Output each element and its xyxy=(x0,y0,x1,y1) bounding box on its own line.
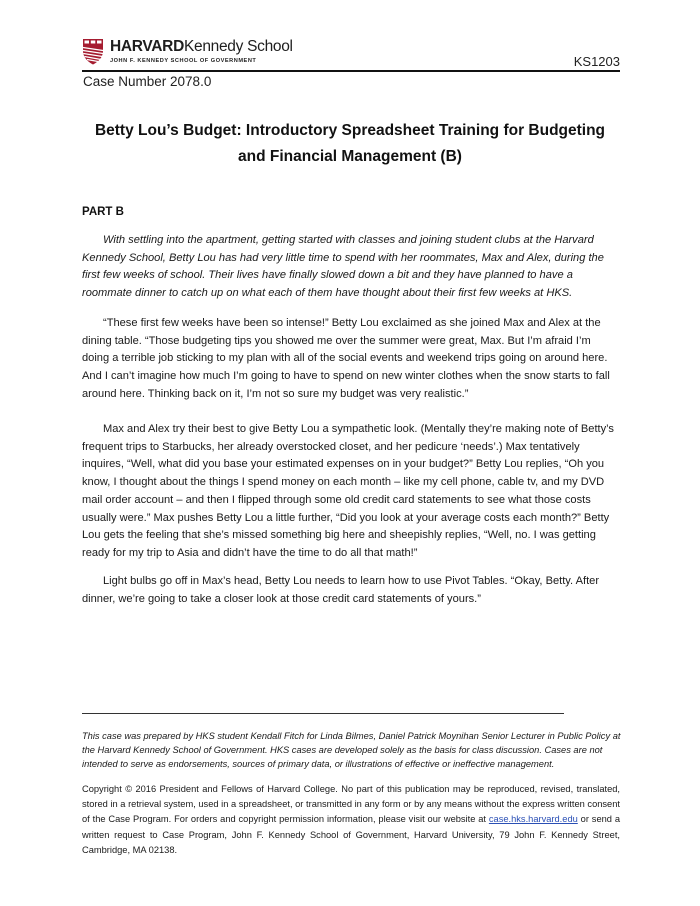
paragraph-text: Light bulbs go off in Max’s head, Betty Lou needs to learn how to use Pivot Tables. “Okay, Betty. After dinner, we’re going to take a closer look at those credit card statements of yours.” xyxy=(82,575,600,605)
copyright-notice xyxy=(82,782,620,858)
case-number: Case Number 2078.0 xyxy=(83,74,212,89)
case-code: KS1203 xyxy=(573,54,620,69)
paragraph-text: Max and Alex try their best to give Betty Lou a sympathetic look. (Mentally they’re making note of Betty’s frequent trips to Starbucks, her already overstocked closet, and her pedicure ‘needs’.) Max tentatively inquires, “Well, what did you base your estimated expenses on in your budget?” Betty Lou replies, “Oh you know, I thought about the things I spend money on each month – like my cell phone, cable tv, and my DVD mail order account – and then I flipped through some old credit card statements to see what those costs usually were.” Max pushes Betty Lou a little further, “Did you look at your average costs each month?” Betty Lou gets the feeling that she’s missed something big here and sheepishly replies, “Well, no. I was getting ready for my trip to Asia and didn’t have the time to do all that math!” xyxy=(82,423,614,559)
header-divider xyxy=(82,70,620,72)
paragraph-4 xyxy=(82,573,620,608)
footnote-divider xyxy=(82,713,564,714)
document-title: Betty Lou’s Budget: Introductory Spreadsheet Training for Budgeting and Financial Management (B) xyxy=(94,122,606,165)
paragraph-text: “These first few weeks have been so intense!” Betty Lou exclaimed as she joined Max and Alex at the dining table. “Those budgeting tips you showed me over the summer were great, Max. But I’m afraid I’m doing a terrible job sticking to my plan with all of the social events and weekend trips going on around here. And I can’t imagine how much I’m going to have to spend on new winter clothes when the snow starts to fall around here. Thinking back on it, I’m not so sure my budget was very realistic.” xyxy=(82,317,610,400)
page-header xyxy=(82,38,620,68)
harvard-shield-icon xyxy=(82,38,104,65)
copyright-address: or send a written request to Case Program, John F. Kennedy School of Government, Harvard University, 79 John F. Kennedy Street, Cambridge, MA 02138. xyxy=(82,814,620,855)
harvard-kennedy-school-logo xyxy=(110,38,293,64)
paragraph-1 xyxy=(82,232,620,303)
brand-bold: HARVARD xyxy=(110,38,184,55)
section-heading: PART B xyxy=(82,206,124,218)
copyright-text: Copyright © 2016 President and Fellows of Harvard College. No part of this publication may be reproduced, revised, translated, stored in a retrieval system, used in a spreadsheet, or transmitted in any form or by any means without the express written consent of the Case Program. For orders and copyright permission information, please visit our website at xyxy=(82,784,620,825)
paragraph-text: With settling into the apartment, getting started with classes and joining student clubs at the Harvard Kennedy School, Betty Lou has had very little time to spend with her roommates, Max and Alex, during the first few weeks of school. Their lives have finally slowed down a bit and they have planned to have a roommate dinner to catch up on what each of them have thought about their first few weeks at HKS. xyxy=(82,234,604,300)
paragraph-2 xyxy=(82,315,620,404)
paragraph-3 xyxy=(82,421,620,563)
case-attribution-note: This case was prepared by HKS student Kendall Fitch for Linda Bilmes, Daniel Patrick Moynihan Senior Lecturer in Public Policy at the Harvard Kennedy School of Government. HKS cases are developed solely as the basis for class discussion. Cases are not intended to serve as endorsements, sources of primary data, or illustrations of effective or ineffective management. xyxy=(82,731,621,770)
website-link[interactable]: case.hks.harvard.edu xyxy=(488,814,578,825)
brand-subtitle: JOHN F. KENNEDY SCHOOL OF GOVERNMENT xyxy=(110,58,257,64)
brand-regular: Kennedy School xyxy=(183,38,293,55)
